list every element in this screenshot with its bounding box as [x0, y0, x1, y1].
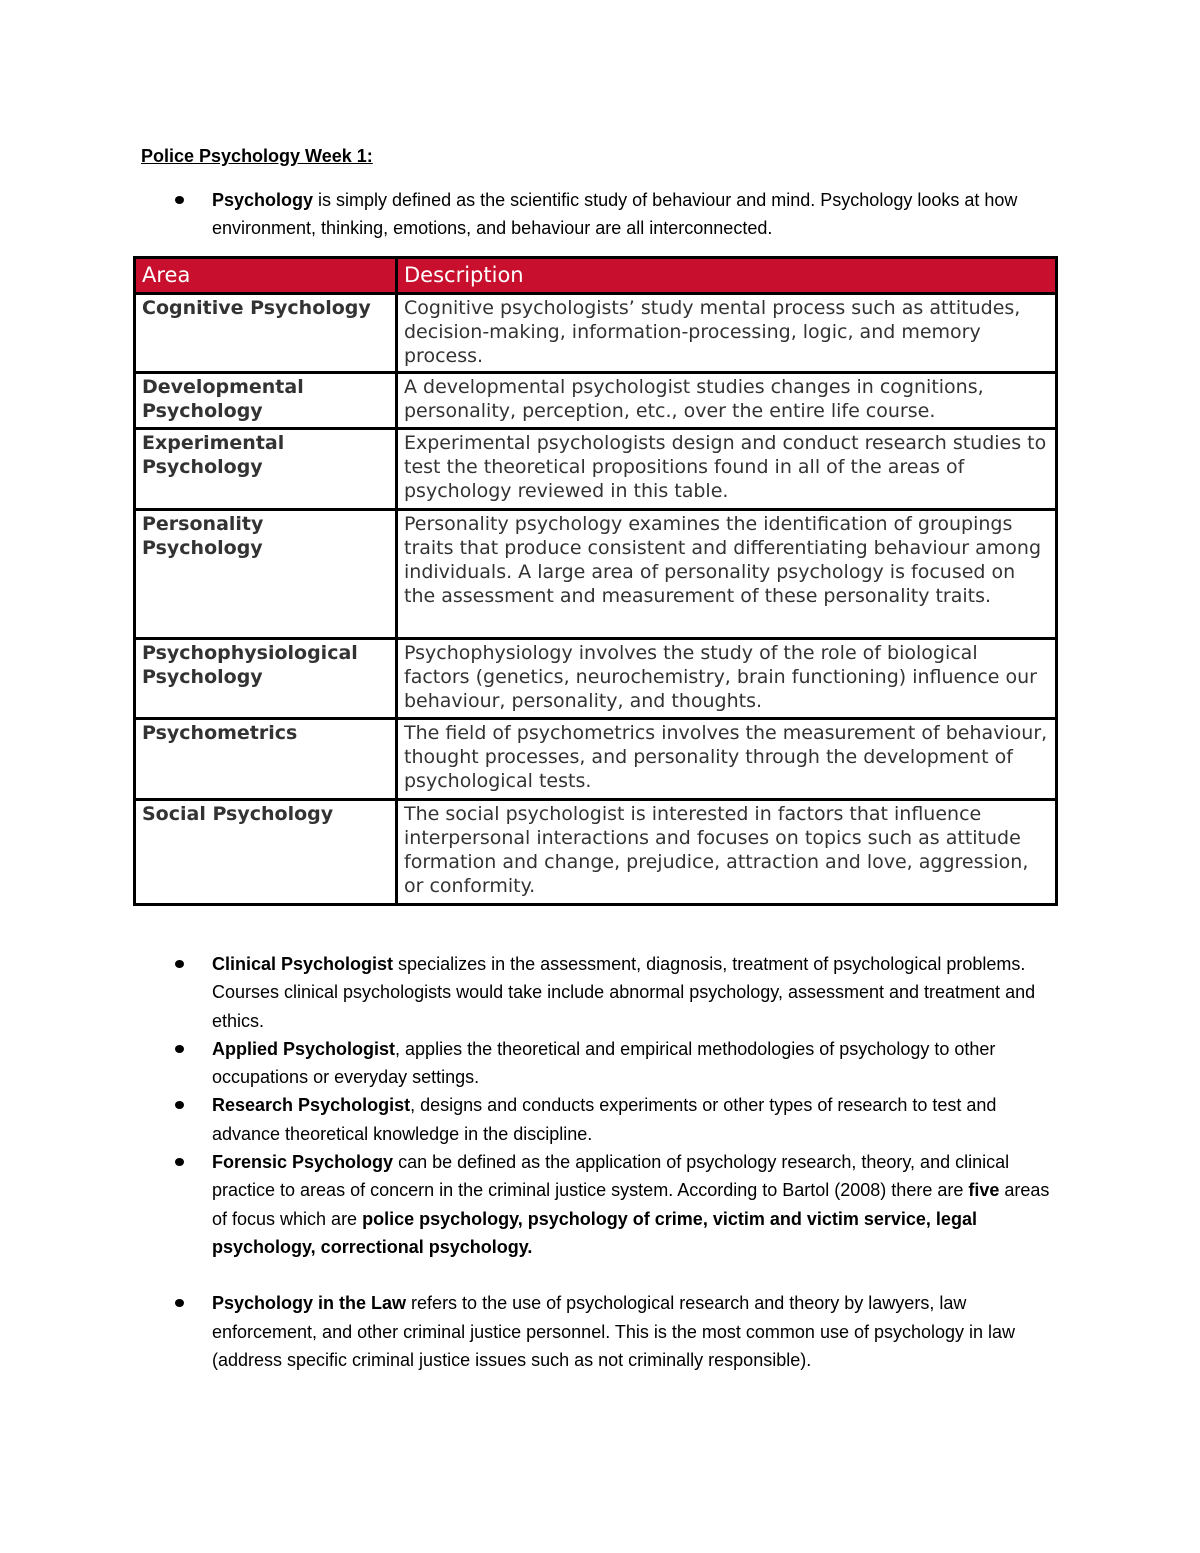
header-area: Area: [135, 258, 397, 294]
description-cell: Experimental psychologists design and conduct research studies to test the theoretical propositions found in all of the areas of psychology reviewed in this table.: [397, 429, 1057, 510]
applied-text: , applies the theoretical and empirical methodologies of psychology to other occupations or everyday settings.: [212, 1038, 996, 1088]
table-row: [135, 294, 1057, 373]
forensic-text-1: can be defined as the application of psychology research, theory, and clinical practice to areas of concern in the criminal justice system. According to Bartol (2008) there are: [212, 1152, 1010, 1201]
list-item-law: [0, 1289, 1056, 1374]
term-clinical-psychologist: Clinical Psychologist: [212, 954, 394, 974]
intro-list: [0, 186, 1056, 243]
list-item-clinical: [0, 950, 1056, 1035]
area-cell: Experimental Psychology: [135, 429, 397, 510]
table-row: [135, 429, 1057, 510]
forensic-text-2: areas of focus which are: [212, 1180, 1050, 1229]
law-text: refers to the use of psychological research and theory by lawyers, law enforcement, and other criminal justice personnel. This is the most common use of psychology in law (address specific criminal justice issues such as not criminally responsible).: [212, 1293, 1016, 1370]
page-title: Police Psychology Week 1:: [141, 146, 373, 166]
description-cell: Cognitive psychologists’ study mental process such as attitudes, decision-making, information-processing, logic, and memory process.: [397, 294, 1057, 373]
area-cell: Psychophysiological Psychology: [135, 638, 397, 719]
clinical-text: specializes in the assessment, diagnosis, treatment of psychological problems. Courses clinical psychologists would take include abnormal psychology, assessment and treatment and ethics.: [212, 954, 1036, 1031]
description-cell: Personality psychology examines the identification of groupings traits that produce consistent and differentiating behaviour among individuals. A large area of personality psychology is focused on the assessment and measurement of these personality traits.: [397, 509, 1057, 638]
list-item-psychology-definition: [0, 186, 1056, 243]
term-psychology: Psychology: [212, 190, 314, 210]
psychology-definition-text: is simply defined as the scientific study of behaviour and mind. Psychology looks at how environment, thinking, emotions, and behaviour are all interconnected.: [212, 190, 1018, 239]
term-five: five: [968, 1180, 1000, 1201]
term-applied-psychologist: Applied Psychologist: [212, 1038, 396, 1059]
area-cell: Cognitive Psychology: [135, 294, 397, 373]
area-cell: Personality Psychology: [135, 509, 397, 638]
research-text: , designs and conducts experiments or other types of research to test and advance theoretical knowledge in the discipline.: [212, 1095, 997, 1144]
table-row: [135, 719, 1057, 800]
description-cell: The social psychologist is interested in factors that influence interpersonal interactions and focuses on topics such as attitude formation and change, prejudice, attraction and love, aggression, or conformity.: [397, 800, 1057, 905]
description-cell: A developmental psychologist studies changes in cognitions, personality, perception, etc., over the entire life course.: [397, 372, 1057, 428]
term-forensic-psychology: Forensic Psychology: [212, 1152, 394, 1173]
description-cell: Psychophysiology involves the study of the role of biological factors (genetics, neurochemistry, brain functioning) influence our behaviour, personality, and thoughts.: [397, 638, 1057, 719]
table-row: [135, 509, 1057, 638]
header-description: Description: [397, 258, 1057, 294]
area-cell: Social Psychology: [135, 800, 397, 905]
area-cell: Psychometrics: [135, 719, 397, 800]
forensic-areas: police psychology, psychology of crime, victim and victim service, legal psychology, correctional psychology.: [212, 1208, 977, 1257]
table-row: [135, 372, 1057, 428]
table-row: [135, 638, 1057, 719]
psychology-areas-table: [133, 256, 1058, 906]
description-cell: The field of psychometrics involves the measurement of behaviour, thought processes, and personality through the development of psychological tests.: [397, 719, 1057, 800]
area-cell: Developmental Psychology: [135, 372, 397, 428]
term-psychology-in-the-law: Psychology in the Law: [212, 1293, 407, 1314]
list-item-forensic: [0, 1148, 1056, 1261]
list-item-applied: [0, 1035, 1056, 1092]
list-item-research: [0, 1091, 1056, 1148]
term-research-psychologist: Research Psychologist: [212, 1095, 411, 1116]
psychologist-types-list: [0, 950, 1056, 1374]
table-header-row: [135, 258, 1057, 294]
table-row: [135, 800, 1057, 905]
